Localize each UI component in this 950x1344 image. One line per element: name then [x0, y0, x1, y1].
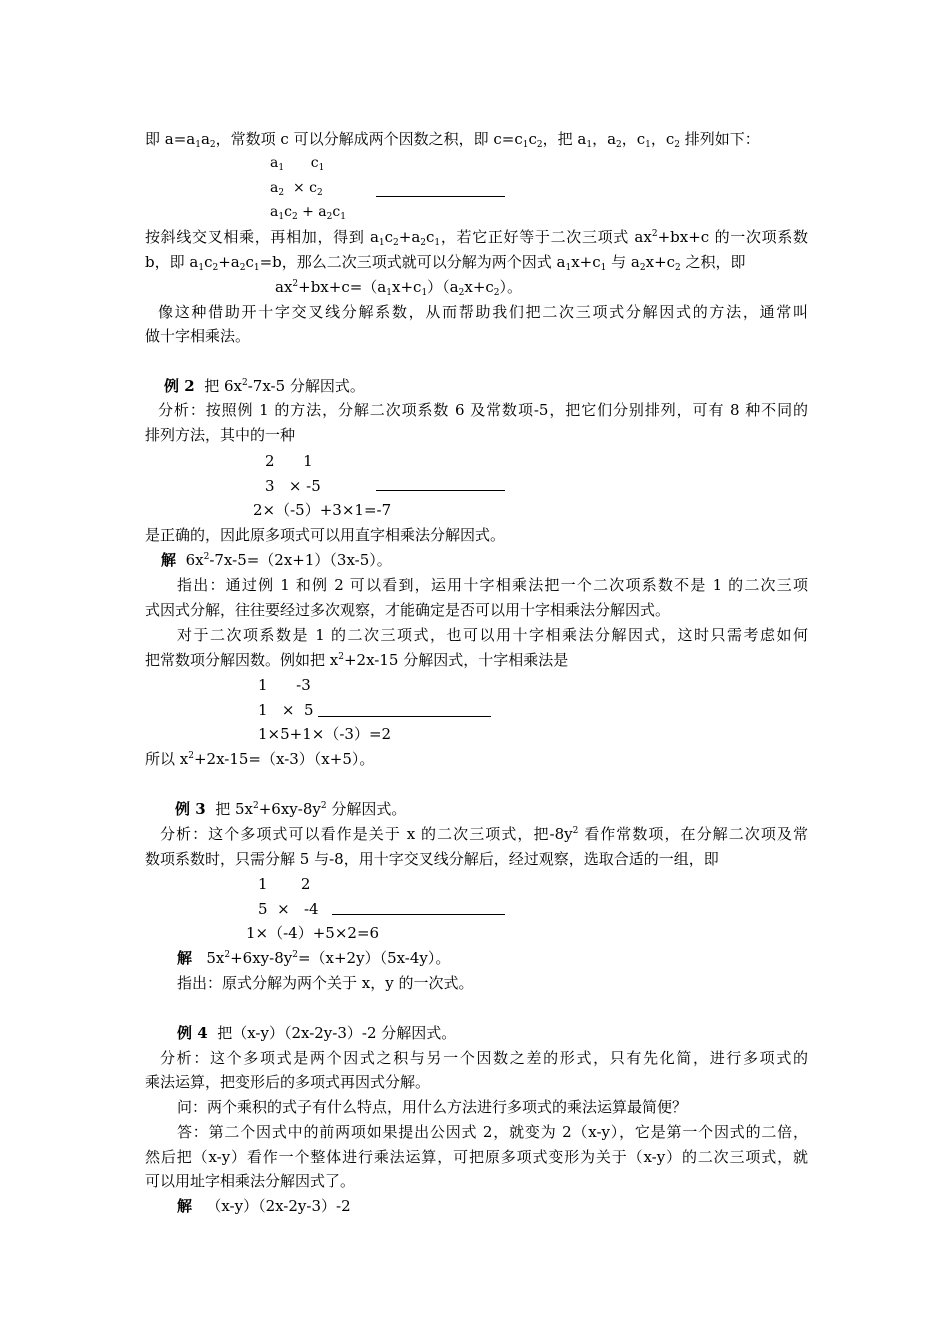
- superscript: 2: [242, 378, 248, 388]
- subscript: 2: [239, 263, 246, 273]
- text-run: 所以 x: [145, 750, 189, 768]
- example-2-title: [164, 376, 365, 396]
- text-run: ）（a: [427, 278, 459, 296]
- example-4-question: 问：两个乘积的式子有什么特点，用什么方法进行多项式的乘法运算最简便？: [177, 1098, 688, 1116]
- cross-rule: [376, 196, 505, 197]
- text-run: -7x-5=（2x+1）（3x-5）。: [209, 551, 392, 569]
- text-run: 把常数项分解因数。例如把 x: [145, 651, 339, 669]
- text-run: =（x+2y）（5x-4y）。: [297, 949, 451, 967]
- subscript: 2: [291, 212, 298, 222]
- superscript: 2: [338, 652, 344, 662]
- solution-text: [186, 551, 392, 569]
- text-run: x+c: [392, 278, 422, 296]
- text-run: 6x: [185, 551, 204, 569]
- subscript: 2: [326, 212, 333, 222]
- example-2-note-2: 式因式分解，往往要经过多次观察，才能确定是否可以用十字相乘法分解因式。: [145, 601, 671, 619]
- intro-line-5: 像这种借助开十字交叉线分解系数，从而帮助我们把二次三项式分解因式的方法，通常叫: [158, 303, 808, 321]
- solution-label: 解: [177, 1197, 193, 1215]
- subscript: 2: [493, 288, 500, 298]
- example-2-note-4: [145, 650, 568, 670]
- subscript: 1: [278, 212, 285, 222]
- example-2-conclusion: 是正确的，因此原多项式可以用直字相乘法分解因式。: [145, 526, 506, 544]
- text-run: 把 6x: [204, 377, 242, 395]
- text-run: 即 a=a: [145, 130, 196, 148]
- superscript: 2: [224, 950, 231, 960]
- text-run: +bx+c=（a: [298, 278, 387, 296]
- text-run: ，c: [621, 130, 646, 148]
- example-3-solution: [177, 948, 450, 968]
- text-run: +a: [398, 228, 421, 246]
- example-2-note-1: 指出：通过例 1 和例 2 可以看到，运用十字相乘法把一个二次项系数不是 1 的二次三项: [177, 576, 808, 594]
- text-run: c: [426, 228, 435, 246]
- text-run: 分解因式。: [326, 800, 407, 818]
- text-run: +2x-15 分解因式，十字相乘法是: [343, 651, 569, 669]
- example-3-cross-row-3: 1×（-4）+5×2=6: [246, 924, 380, 942]
- example-2-result: [145, 749, 374, 769]
- example-label: 例 4: [177, 1024, 208, 1042]
- subscript: 1: [421, 288, 428, 298]
- example-4-title: [177, 1023, 456, 1043]
- intro-line-3: [145, 252, 746, 278]
- example-2-analysis-2: 排列方法，其中的一种: [145, 426, 296, 444]
- superscript: 2: [188, 751, 194, 761]
- text-run: c: [204, 253, 213, 271]
- subscript: 1: [278, 163, 285, 173]
- subscript: 2: [458, 288, 465, 298]
- subscript: 2: [536, 140, 543, 150]
- example-title-text: [215, 800, 406, 818]
- subscript: 1: [198, 263, 205, 273]
- text-run: ax: [275, 278, 293, 296]
- subscript: 1: [253, 263, 260, 273]
- subscript: 1: [645, 140, 651, 150]
- text-run: +2x-15=（x-3）（x+5）。: [193, 750, 375, 768]
- subscript: 2: [616, 140, 622, 150]
- subscript: 2: [639, 263, 646, 273]
- text-run: x+c: [645, 253, 676, 271]
- cross-row-3: [270, 202, 346, 227]
- subscript: 1: [318, 163, 325, 173]
- text-run: x+c: [464, 278, 494, 296]
- example-4-answer-2: 然后把（x-y）看作一个整体进行乘法运算，可把原多项式变形为关于（x-y）的二次三项式，就: [145, 1148, 808, 1166]
- solution-label: 解: [161, 551, 177, 569]
- text-run: c: [245, 253, 254, 271]
- intro-line-2: [145, 227, 808, 253]
- intro-formula: [275, 277, 522, 303]
- example-4-solution: [177, 1196, 351, 1216]
- subscript: 1: [434, 238, 441, 248]
- example-label: 例 2: [164, 377, 195, 395]
- example-4-answer-1: 答：第二个因式中的前两项如果提出公因式 2，就变为 2（x-y），它是第一个因式的二倍，: [177, 1123, 808, 1141]
- text-run: +a: [218, 253, 240, 271]
- example-label: 例 3: [175, 800, 206, 818]
- superscript: 2: [203, 552, 210, 562]
- example-2-note-3: 对于二次项系数是 1 的二次三项式，也可以用十字相乘法分解因式，这时只需考虑如何: [177, 626, 808, 644]
- example-2-cross-row-2: 3 × -5: [265, 477, 321, 495]
- text-run: c: [528, 130, 537, 148]
- example-4-answer-3: 可以用址字相乘法分解因式了。: [145, 1172, 356, 1190]
- subscript: 2: [278, 188, 285, 198]
- text-run: 5x: [206, 949, 225, 967]
- subscript: 2: [393, 238, 399, 248]
- superscript: 2: [253, 801, 259, 811]
- subscript: 1: [522, 140, 529, 150]
- text-run: c: [332, 204, 341, 220]
- text-run: x+c: [571, 253, 601, 271]
- superscript: 2: [651, 229, 658, 239]
- example-2-cross-row-3: 2×（-5）+3×1=-7: [253, 501, 392, 519]
- subscript: 2: [209, 140, 216, 150]
- example-title-text: [204, 377, 365, 395]
- text-run: +bx+c 的一次项系数: [657, 228, 808, 246]
- example-3-analysis-2: 数项系数时，只需分解 5 与-8，用十字交叉线分解后，经过观察，选取合适的一组，即: [145, 850, 719, 868]
- superscript: 2: [292, 279, 299, 289]
- example-2-cross-rule: [376, 490, 505, 491]
- superscript: 2: [572, 826, 579, 836]
- text-run: a: [270, 155, 279, 171]
- subscript: 1: [386, 288, 392, 298]
- example-2-analysis-1: 分析：按照例 1 的方法，分解二次项系数 6 及常数项-5，把它们分别排列，可有 8 种不同的: [158, 401, 808, 419]
- superscript: 2: [292, 950, 298, 960]
- text-run: c: [384, 228, 394, 246]
- subscript: 2: [674, 140, 681, 150]
- example-3-note: 指出：原式分解为两个关于 x，y 的一次式。: [177, 974, 474, 992]
- text-run: +6xy-8y: [230, 949, 293, 967]
- text-run: ，把 a: [542, 130, 587, 148]
- example-2-cross2-row-3: 1×5+1×（-3）=2: [258, 725, 392, 743]
- example-4-analysis-2: 乘法运算，把变形后的多项式再因式分解。: [145, 1073, 431, 1091]
- text-run: 按斜线交叉相乘，再相加，得到 a: [145, 228, 379, 246]
- subscript: 2: [212, 263, 219, 273]
- text-run: -7x-5 分解因式。: [247, 377, 365, 395]
- example-3-title: [175, 799, 406, 819]
- subscript: 1: [565, 263, 572, 273]
- example-2-cross2-row-1: 1 -3: [258, 676, 311, 694]
- text-run: 与 a: [606, 253, 640, 271]
- text-run: + a: [297, 204, 327, 220]
- example-2-solution: [161, 550, 392, 570]
- text-run: c: [284, 155, 319, 171]
- example-2-cross2-rule: [318, 716, 491, 717]
- example-3-analysis-1: [160, 824, 808, 844]
- text-run: 看作常数项，在分解二次项及常: [578, 825, 808, 843]
- example-2-cross-row-1: 2 1: [265, 452, 313, 470]
- example-3-cross-rule: [332, 914, 505, 915]
- text-run: ）。: [499, 278, 523, 296]
- solution-label: 解: [177, 949, 193, 967]
- subscript: 2: [317, 188, 323, 198]
- text-run: a: [200, 130, 210, 148]
- text-run: c: [284, 204, 292, 220]
- text-run: × c: [284, 180, 318, 196]
- text-run: ，c: [650, 130, 675, 148]
- example-4-analysis-1: 分析：这个多项式是两个因式之积与另一个因数之差的形式，只有先化简，进行多项式的: [160, 1049, 808, 1067]
- text-run: ，a: [592, 130, 617, 148]
- subscript: 1: [600, 263, 607, 273]
- subscript: 1: [378, 238, 385, 248]
- text-run: b，即 a: [145, 253, 199, 271]
- text-run: ，若它正好等于二次三项式 ax: [440, 228, 652, 246]
- subscript: 2: [675, 263, 681, 273]
- subscript: 1: [586, 140, 593, 150]
- text-run: ，常数项 c 可以分解成两个因数之积，即 c=c: [215, 130, 523, 148]
- example-title-text: 把（x-y）（2x-2y-3）-2 分解因式。: [217, 1024, 457, 1042]
- text-run: a: [270, 180, 279, 196]
- text-run: 把 5x: [215, 800, 253, 818]
- text-run: =b，那么二次三项式就可以分解为两个因式 a: [259, 253, 566, 271]
- superscript: 2: [320, 801, 327, 811]
- solution-text: （x-y）（2x-2y-3）-2: [206, 1197, 351, 1215]
- solution-text: [206, 949, 450, 967]
- text-run: 之积，即: [680, 253, 746, 271]
- example-2-cross2-row-2: 1 × 5: [258, 701, 314, 719]
- intro-line-1: [145, 129, 760, 155]
- subscript: 2: [420, 238, 427, 248]
- cross-row-2: [270, 178, 323, 203]
- example-3-cross-row-1: 1 2: [258, 875, 311, 893]
- intro-line-6: 做十字相乘法。: [145, 327, 251, 345]
- text-run: 排列如下：: [680, 130, 760, 148]
- subscript: 1: [340, 212, 346, 222]
- text-run: 分析：这个多项式可以看作是关于 x 的二次三项式，把-8y: [160, 825, 573, 843]
- cross-row-1: [270, 153, 324, 178]
- text-run: +6xy-8y: [258, 800, 321, 818]
- example-3-cross-row-2: 5 × -4: [258, 900, 319, 918]
- text-run: a: [270, 204, 279, 220]
- subscript: 1: [195, 140, 201, 150]
